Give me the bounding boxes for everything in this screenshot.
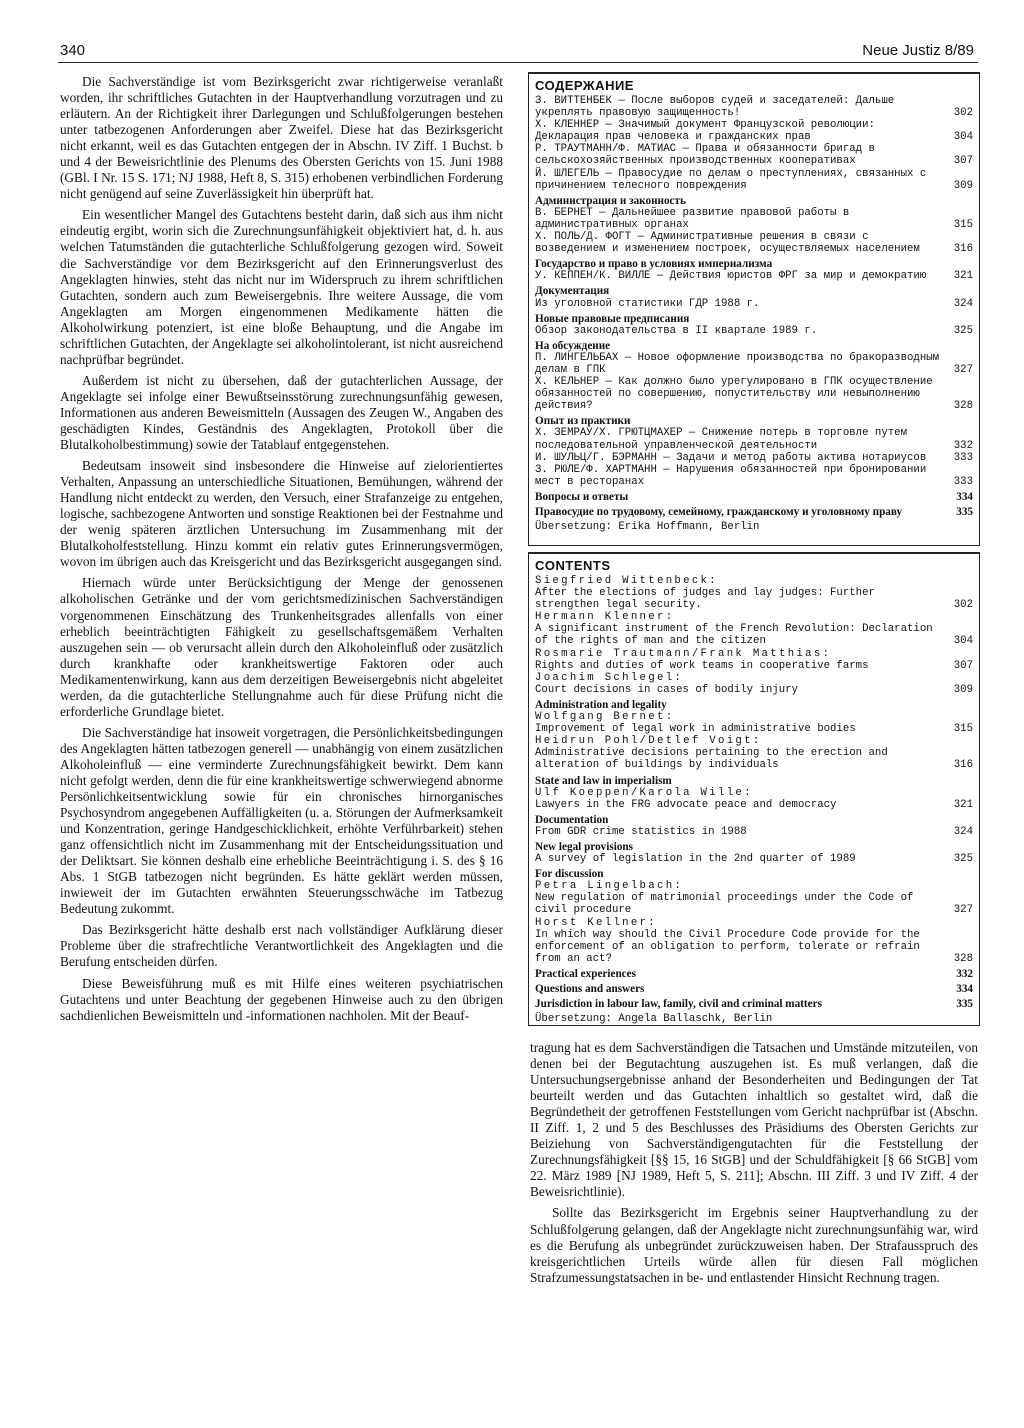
toc-author: Joachim Schlegel: — [535, 671, 684, 684]
toc-section: Questions and answers 334 — [535, 983, 973, 995]
toc-entry: Р. ТРАУТМАНН/Ф. МАТИАС — Права и обязанности бригад в сельскохозяйственных производственных кооперативах 307 — [535, 143, 973, 168]
toc-entry: A survey of legislation in the 2nd quarter of 1989 325 — [535, 853, 973, 866]
toc-entry: Lawyers in the FRG advocate peace and democracy 321 — [535, 798, 973, 811]
paragraph: Außerdem ist nicht zu übersehen, daß der gutachterlichen Aussage, der Angeklagte sei infolge einer Bewußtseinsstörung zurechnungsunfähig gewesen, Informationen aus anderen Beweismitteln (Aussagen des Zeugen W., Angaben des geschädigten Kindes, Geständnis des Angeklagten, Protokoll über die Blutalkoholbestimmung) sowie der Tatablauf entgegenstehen. — [60, 372, 503, 453]
contents-russian-title: СОДЕРЖАНИЕ — [535, 78, 634, 93]
toc-section: Опыт из практики — [535, 415, 631, 428]
toc-entry: Х. КЛЕННЕР — Значимый документ Французской революции: Декларация прав человека и гражданских прав 304 — [535, 119, 973, 144]
paragraph: Diese Beweisführung muß es mit Hilfe eines weiteren psychiatrischen Gutachtens und unter Beachtung der gegebenen Hinweise auch zu den übrigen sachdienlichen Beweismitteln und -informationen nachholen. Mit der Beauf- — [60, 975, 503, 1023]
paragraph: Hiernach würde unter Berücksichtigung der Menge der genossenen alkoholischen Getränke und der vom gerichtsmedizinischen Sachverständigen vorgenommenen Einschätzung des Trunkenheitsgrades allenfalls von einer erheblich beeinträchtigten Fähigkeit zu gesellschaftsgemäßem Verhalten auszugehen sein — ob verursacht allein durch den Alkoholeinfluß oder zusätzlich durch krankhafte oder krankheitswertige Faktoren oder auch Medikamentenwirkung, kann aus dem derzeitigen Beweisergebnis nicht abgeleitet werden, da die gutachterliche Stellungnahme auch für diese Prüfung nicht die erforderliche Grundlage bietet. — [60, 575, 503, 719]
toc-entry: Administrative decisions pertaining to the erection and alteration of buildings by individuals 316 — [535, 747, 973, 772]
translator-credit: Übersetzung: Angela Ballaschk, Berlin — [535, 1013, 773, 1026]
toc-entry: Й. ШЛЕГЕЛЬ — Правосудие по делам о преступлениях, связанных с причинением телесного повреждения 309 — [535, 167, 973, 192]
paragraph: Sollte das Bezirksgericht im Ergebnis seiner Hauptverhandlung zu der Schlußfolgerung gelangen, daß der Angeklagte nicht zurechnungsunfähig war, wird es die Berufung als unbegründet zurückzuweisen haben. Der Strafausspruch des kreisgerichtlichen Urteils würde allen für diesen Fall möglichen Strafzumessungstatsachen in be- und entlastender Hinsicht Rechnung tragen. — [530, 1205, 978, 1285]
toc-section: Правосудие по трудовому, семейному, гражданскому и уголовному праву 335 — [535, 506, 973, 518]
paragraph: Die Sachverständige ist vom Bezirksgericht zwar richtigerweise veranlaßt worden, ihr schriftliches Gutachten in der Hauptverhandlung vorzutragen und zu erläutern. An der Richtigkeit ihrer Darlegungen und Schlußfolgerungen bestehen unter tatbezogenen Anforderungen aber Zweifel. Diese hat das Bezirksgericht nicht erkannt, weil es das Gutachten entgegen der in Abschn. IV Ziff. 1 Buchst. b und 4 der Beweisrichtlinie des Plenums des Obersten Gerichts von 15. Juni 1988 (GBl. I Nr. 15 S. 171; NJ 1988, Heft 8, S. 315) erhobenen verbindlichen Forderung nicht genügend auf seine Zuverlässigkeit hin überprüft hat. — [60, 74, 503, 202]
toc-author: Ulf Koeppen/Karola Wille: — [535, 786, 753, 799]
toc-section: Administration and legality — [535, 698, 667, 711]
toc-entry: Rights and duties of work teams in cooperative farms 307 — [535, 659, 973, 672]
toc-entry: Х. ПОЛЬ/Д. ФОГТ — Административные решения в связи с возведением и изменением построек, осуществляемых населением 316 — [535, 231, 973, 256]
toc-entry: И. ШУЛЬЦ/Г. БЭРМАНН — Задачи и метод работы актива нотариусов 333 — [535, 451, 973, 464]
contents-english-title: CONTENTS — [535, 558, 611, 573]
toc-entry: Х. КЕЛЬНЕР — Как должно было урегулировано в ГПК осуществление обязанностей по совершению, попустительству или невыполнению действия? 328 — [535, 376, 973, 413]
toc-entry: New regulation of matrimonial proceedings under the Code of civil procedure 327 — [535, 892, 973, 917]
translator-credit: Übersetzung: Erika Hoffmann, Berlin — [535, 521, 760, 534]
toc-author: Horst Kellner: — [535, 916, 657, 929]
paragraph: Ein wesentlicher Mangel des Gutachtens besteht darin, daß sich aus ihm nicht eindeutig ergibt, worin sich die Zurechnungsunfähigkeit objektiviert hat, d. h. aus welchen Tatumständen die gutachterliche Schlußfolgerung gezogen wird. Soweit die Sachverständige vor dem Bezirksgericht auf den Erinnerungsverlust des Angeklagten hinwies, steht das nicht nur im Widerspruch zu ihrem schriftlichen Gutachten, sondern auch zum Beweisergebnis. Ihre weitere Aussage, die vom Angeklagten am Morgen eingenommenen Medikamente hätten die Alkoholwirkung potenziert, ist eine bloße Behauptung, und die Angabe im schriftlichen Gutachten, der Angeklagte sei alkoholintolerant, ist nicht ausreichend nachprüfbar begründet. — [60, 207, 503, 367]
toc-author: Petra Lingelbach: — [535, 880, 684, 893]
left-column — [60, 74, 503, 1029]
paragraph: tragung hat es dem Sachverständigen die Tatsachen und Umstände mitzuteilen, von denen bei der Begutachtung auszugehen ist. Es muß verlangen, daß die Untersuchungsergebnisse anhand der Besonderheiten und Bedingungen der Tat beurteilt werden und das Gutachten inhaltlich so gestaltet wird, daß die Begründetheit der getroffenen Feststellungen vom Gericht nachprüfbar ist (Abschn. II Ziff. 1, 2 und 5 des Beschlusses des Präsidiums des Obersten Gerichts zur Beiziehung von Sachverständigengutachten für die Feststellung der Zurechnungsfähigkeit [§§ 15, 16 StGB] und der Schuldfähigkeit [§ 66 StGB] vom 22. März 1989 [NJ 1989, Heft 5, S. 211]; Abschn. III Ziff. 3 und IV Ziff. 4 der Beweisrichtlinie). — [530, 1040, 978, 1200]
toc-author: Heidrun Pohl/Detlef Voigt: — [535, 735, 762, 748]
toc-author: Wolfgang Bernet: — [535, 711, 675, 724]
toc-entry: In which way should the Civil Procedure Code provide for the enforcement of an obligation to perform, tolerate or refrain from an act? 328 — [535, 928, 973, 965]
toc-section: Documentation — [535, 813, 609, 826]
toc-entry: З. РЮЛЕ/Ф. ХАРТМАНН — Нарушения обязанностей при бронировании мест в ресторанах 333 — [535, 463, 973, 488]
toc-entry: В. БЕРНЕТ — Дальнейшее развитие правовой работы в административных органах 315 — [535, 206, 973, 231]
paragraph: Das Bezirksgericht hätte deshalb erst nach vollständiger Aufklärung dieser Probleme über die strafrechtliche Verantwortlichkeit des Angeklagten und die Berufung entscheiden dürfen. — [60, 922, 503, 970]
toc-author: Siegfried Wittenbeck: — [535, 575, 718, 587]
toc-entry: A significant instrument of the French Revolution: Declaration of the rights of man and the citizen 304 — [535, 623, 973, 648]
toc-entry: З. ВИТТЕНБЕК — После выборов судей и заседателей: Дальше укреплять правовую защищенность! 302 — [535, 95, 973, 120]
paragraph: Die Sachverständige hat insoweit vorgetragen, die Persönlichkeitsbedingungen des Angeklagten hätten tatbezogen generell — unabhängig von einem zusätzlichen Alkoholeinfluß — eine verminderte Zurechnungsfähigkeit bewirkt. Dem kann nicht gefolgt werden, denn die für eine krankheitswertige schwerwiegend abnorme Persönlichkeitsentwicklung sowie für ein chronisches hirnorganisches Psychosyndrom angegebenen Auffälligkeiten (u. a. Störungen der Aufmerksamkeit und Konzentration, geringe Handgeschicklichkeit, erhöhte Verführbarkeit) stehen ganz offensichtlich nicht im Zusammenhang mit der Entscheidungssituation und der Deliktsart. Sie können deshalb eine erhebliche Beeinträchtigung i. S. des § 16 Abs. 1 StGB tatbezogen nicht begründen. Es hätte geklärt werden müssen, inwieweit der im Gutachten erwähnten Steuerungsschwäche im Tatbezug Bedeutung zukommt. — [60, 724, 503, 917]
toc-entry: Х. ЗЕМРАУ/Х. ГРЮТЦМАХЕР — Снижение потерь в торговле путем последовательной управленческой деятельности 332 — [535, 427, 973, 452]
contents-english — [528, 552, 980, 1026]
toc-entry: У. КЕППЕН/К. ВИЛЛЕ — Действия юристов ФРГ за мир и демократию 321 — [535, 270, 973, 283]
toc-entry: П. ЛИНГЕЛЬБАХ — Новое оформление производства по бракоразводным делам в ГПК 327 — [535, 351, 973, 376]
toc-section: На обсуждение — [535, 339, 611, 352]
toc-section: Государство и право в условиях империализма — [535, 258, 773, 271]
toc-section: Practical experiences 332 — [535, 967, 973, 980]
page-number: 340 — [60, 42, 86, 59]
toc-author: Hermann Klenner: — [535, 611, 675, 624]
toc-section: New legal provisions — [535, 840, 633, 853]
toc-section: Документация — [535, 285, 610, 298]
right-column — [530, 1040, 978, 1291]
paragraph: Bedeutsam insoweit sind insbesondere die Hinweise auf zielorientiertes Verhalten, Anpassung an unterschiedliche Situationen, Bemühungen, während der Handlung nicht entdeckt zu werden, den Versuch, einer Strafanzeige zu entgehen, logische, sachbezogene Antworten und sonstige Reaktionen bei der Festnahme und der wenig späteren ärztlichen Untersuchung im Zusammenhang mit der Blutalkoholfeststellung. Hinzu kommt ein relativ gutes Erinnerungsvermögen, wovon im übrigen auch das Kreisgericht und das Bezirksgericht ausgegangen sind. — [60, 458, 503, 570]
toc-author: Rosmarie Trautmann/Frank Matthias: — [535, 647, 832, 660]
toc-section: Вопросы и ответы 334 — [535, 490, 973, 503]
toc-section: State and law in imperialism — [535, 774, 672, 787]
toc-section: Новые правовые предписания — [535, 312, 690, 325]
toc-entry: Из уголовной статистики ГДР 1988 г. 324 — [535, 297, 973, 310]
toc-entry: Court decisions in cases of bodily injury 309 — [535, 683, 973, 696]
toc-section: Администрация и законность — [535, 194, 686, 207]
journal-title: Neue Justiz 8/89 — [862, 42, 974, 59]
toc-section: Jurisdiction in labour law, family, civil and criminal matters 335 — [535, 998, 973, 1011]
contents-russian — [528, 72, 980, 546]
toc-entry: From GDR crime statistics in 1988 324 — [535, 825, 973, 838]
toc-entry: Обзор законодательства в II квартале 1989 г. 325 — [535, 324, 973, 337]
toc-section: For discussion — [535, 868, 604, 881]
header-rule — [58, 62, 978, 63]
toc-entry: Improvement of legal work in administrative bodies 315 — [535, 723, 973, 736]
toc-entry: After the elections of judges and lay judges: Further strengthen legal security. 302 — [535, 587, 973, 612]
